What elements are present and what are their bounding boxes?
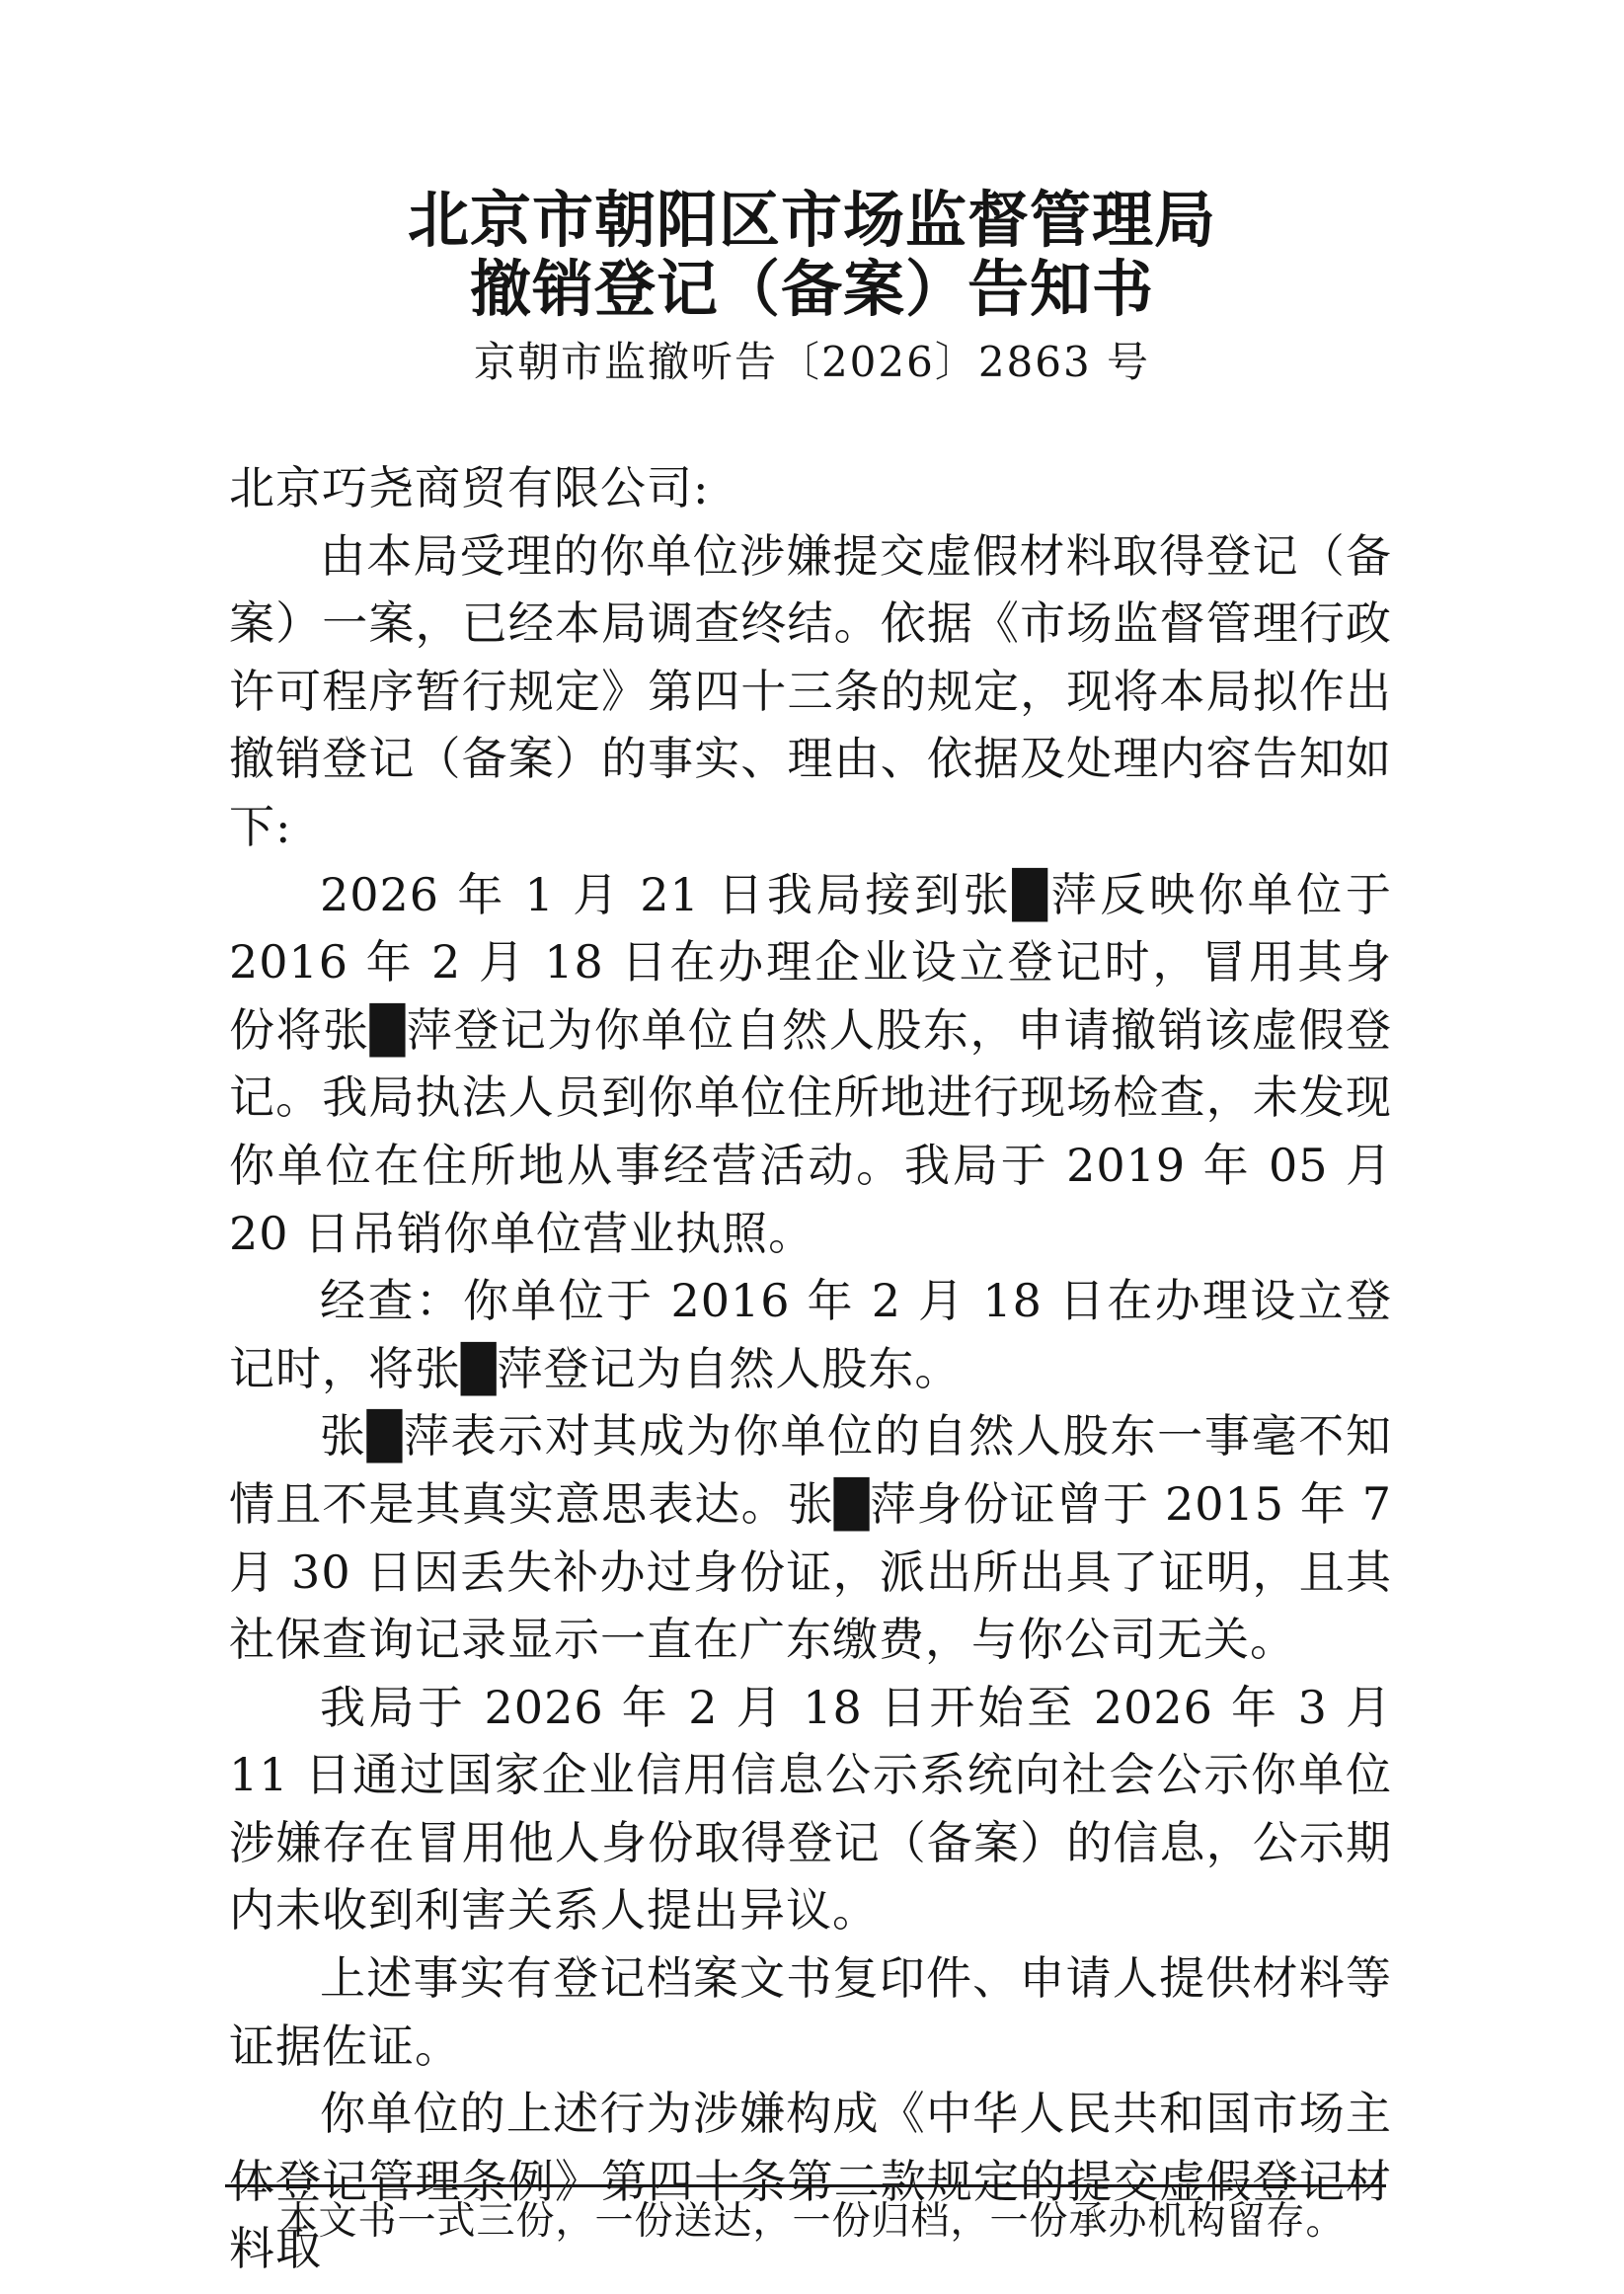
notice-body <box>229 454 1408 2283</box>
paragraph-facts: 2026 年 1 月 21 日我局接到张█萍反映你单位于 2016 年 2 月 18 日在办理企业设立登记时，冒用其身份将张█萍登记为你单位自然人股东，申请撤销该虚假登记。我局执法人员到你单位住所地进行现场检查，未发现你单位在住所地从事经营活动。我局于 2019 年 05 月 20 日吊销你单位营业执照。 <box>229 867 1408 1260</box>
agency-title: 北京市朝阳区市场监督管理局 <box>407 184 1216 256</box>
paragraph-findings: 经查：你单位于 2016 年 2 月 18 日在办理设立登记时，将张█萍登记为自然人股东。 <box>229 1274 1392 1395</box>
paragraph-evidence: 上述事实有登记档案文书复印件、申请人提供材料等证据佐证。 <box>229 1951 1392 2073</box>
paragraph-legal-basis: 你单位的上述行为涉嫌构成《中华人民共和国市场主体登记管理条例》第四十条第二款规定的提交虚假登记材料取 <box>229 2087 1392 2276</box>
paragraph-statement: 张█萍表示对其成为你单位的自然人股东一事毫不知情且不是其真实意思表达。张█萍身份证曾于 2015 年 7 月 30 日因丢失补办过身份证，派出所出具了证明，且其社保查询记录显示一直在广东缴费，与你公司无关。 <box>229 1409 1408 1667</box>
footer-note: 本文书一式三份，一份送达，一份归档，一份承办机构留存。 <box>278 2199 1346 2244</box>
document-number: 京朝市监撤听告〔2026〕2863 号 <box>473 338 1151 386</box>
paragraph-intro: 由本局受理的你单位涉嫌提交虚假材料取得登记（备案）一案，已经本局调查终结。依据《市场监督管理行政许可程序暂行规定》第四十三条的规定，现将本局拟作出撤销登记（备案）的事实、理由、依据及处理内容告知如下: <box>229 528 1392 853</box>
footer-divider <box>225 2184 1386 2187</box>
notice-title: 撤销登记（备案）告知书 <box>469 253 1154 325</box>
paragraph-publicity: 我局于 2026 年 2 月 18 日开始至 2026 年 3 月 11 日通过国家企业信用信息公示系统向社会公示你单位涉嫌存在冒用他人身份取得登记（备案）的信息，公示期内未收到利害关系人提出异议。 <box>229 1680 1408 1938</box>
addressee: 北京巧尧商贸有限公司: <box>229 461 710 514</box>
